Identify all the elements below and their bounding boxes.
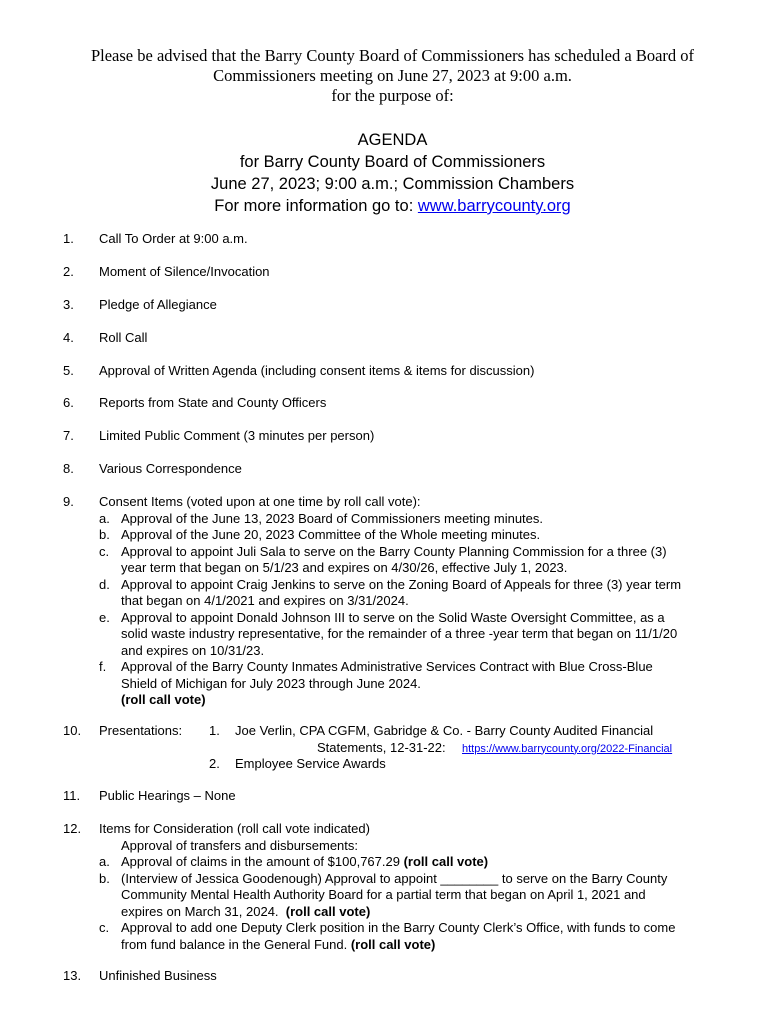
sub-item-line: Shield of Michigan for July 2023 through June 2024. <box>121 675 421 691</box>
notice-line-3: for the purpose of: <box>331 86 454 105</box>
sub-item-line <box>121 937 724 954</box>
presentations-label: Presentations: <box>99 723 183 738</box>
item-number: 11. <box>63 788 81 803</box>
consent-item-e <box>99 610 724 660</box>
item-text: Reports from State and County Officers <box>99 395 327 410</box>
sub-item-line <box>121 904 724 921</box>
item-letter: d. <box>99 576 110 592</box>
sub-item-line: Approval to appoint Donald Johnson III to serve on the Solid Waste Oversight Committee, as a <box>121 609 665 625</box>
meeting-notice <box>40 46 745 106</box>
item-text: Roll Call <box>99 330 148 345</box>
consideration-item-a <box>99 854 724 871</box>
consent-item-d <box>99 577 724 610</box>
consent-item-f <box>99 659 724 709</box>
item-number: 8. <box>63 461 74 476</box>
sub-item-text: Approval of the June 20, 2023 Committee of the Whole meeting minutes. <box>121 527 541 542</box>
item-number: 4. <box>63 330 74 345</box>
financial-statements-link[interactable]: https://www.barrycounty.org/2022-Financial <box>462 742 673 755</box>
item-text: Moment of Silence/Invocation <box>99 264 270 279</box>
agenda-header <box>40 129 745 217</box>
item-number: 9. <box>63 494 74 509</box>
agenda-date-location: June 27, 2023; 9:00 a.m.; Commission Chambers <box>210 175 575 193</box>
sub-item-line: Community Mental Health Authority Board for a partial term that began on April 1, 2021 and <box>121 887 646 902</box>
item-number: 2. <box>63 264 74 279</box>
item-text: Call To Order at 9:00 a.m. <box>99 231 248 246</box>
item-number: 13. <box>63 968 82 983</box>
roll-call-note: (roll call vote) <box>121 692 206 707</box>
sub-item-line: that began on 4/1/2021 and expires on 3/31/2024. <box>121 593 409 608</box>
consent-item-b <box>99 527 724 544</box>
item-letter: c. <box>99 543 110 559</box>
item-number: 3. <box>63 297 74 312</box>
sub-item-line: solid waste industry representative, for the remainder of a three -year term that began on 11/1/20 <box>121 626 678 641</box>
sub-item-line: Approval to appoint Juli Sala to serve on the Barry County Planning Commission for a three (3) <box>121 543 667 559</box>
item-text: Approval of Written Agenda (including consent items & items for discussion) <box>99 363 535 378</box>
transfers-intro: Approval of transfers and disbursements: <box>121 837 359 853</box>
item-text: Various Correspondence <box>99 461 242 476</box>
item-number: 10. <box>63 723 82 738</box>
consent-item-a <box>99 511 724 528</box>
agenda-subtitle: for Barry County Board of Commissioners <box>239 153 546 171</box>
item-text: Unfinished Business <box>99 968 217 983</box>
agenda-info-line <box>40 195 745 217</box>
item-number: 12. <box>63 821 82 836</box>
roll-call-note: (roll call vote) <box>403 854 489 869</box>
item-text: Pledge of Allegiance <box>99 297 217 312</box>
website-link[interactable]: www.barrycounty.org <box>417 197 571 215</box>
sub-item-line: (Interview of Jessica Goodenough) Approval to appoint ________ to serve on the Barry County <box>121 870 668 886</box>
sub-item-line: Approval to appoint Craig Jenkins to serve on the Zoning Board of Appeals for three (3) year term <box>121 576 682 592</box>
sub-item-text: Approval of the June 13, 2023 Board of Commissioners meeting minutes. <box>121 510 544 526</box>
item-letter: c. <box>99 920 110 935</box>
presentation-2-number: 2. <box>209 756 220 771</box>
presentation-1-number: 1. <box>209 723 220 738</box>
item-text: Public Hearings – None <box>99 788 236 803</box>
item-text: Items for Consideration (roll call vote indicated) <box>99 821 370 836</box>
consideration-item-b <box>99 871 724 921</box>
sub-item-line <box>121 854 724 871</box>
sub-item-line: Approval to add one Deputy Clerk position in the Barry County Clerk’s Office, with funds to come <box>121 920 676 935</box>
item-letter: f. <box>99 659 107 674</box>
expiry-text: expires on March 31, 2024. <box>121 903 286 919</box>
item-number: 6. <box>63 395 74 410</box>
consideration-item-c <box>99 920 724 953</box>
notice-line-2: Commissioners meeting on June 27, 2023 at 9:00 a.m. <box>213 66 572 85</box>
item-number: 1. <box>63 231 74 246</box>
presentation-2-text: Employee Service Awards <box>235 756 386 771</box>
item-text: Limited Public Comment (3 minutes per person) <box>99 428 375 443</box>
sub-item-line: year term that began on 5/1/23 and expires on 4/30/26, effective July 1, 2023. <box>121 560 568 575</box>
consent-items <box>99 494 724 709</box>
sub-item-line: Approval of the Barry County Inmates Administrative Services Contract with Blue Cross-Blue <box>121 659 653 674</box>
fund-text: from fund balance in the General Fund. <box>121 936 351 952</box>
agenda-title: AGENDA <box>357 131 428 149</box>
consent-item-c <box>99 544 724 577</box>
item-text: Consent Items (voted upon at one time by roll call vote): <box>99 494 421 509</box>
claims-text: Approval of claims in the amount of $100,767.29 <box>121 854 404 869</box>
consideration-items <box>99 821 724 953</box>
presentation-1-line-1: Joe Verlin, CPA CGFM, Gabridge & Co. - Barry County Audited Financial <box>235 723 654 738</box>
info-prefix: For more information go to: <box>214 197 418 215</box>
notice-line-1: Please be advised that the Barry County Board of Commissioners has scheduled a Board of <box>90 46 695 65</box>
item-letter: b. <box>99 527 110 542</box>
item-letter: e. <box>99 609 110 625</box>
item-letter: b. <box>99 870 110 886</box>
item-letter: a. <box>99 510 110 526</box>
presentation-1-line-2: Statements, 12-31-22: <box>317 739 446 755</box>
roll-call-note: (roll call vote) <box>285 903 371 919</box>
item-number: 7. <box>63 428 74 443</box>
roll-call-note: (roll call vote) <box>350 936 436 952</box>
item-number: 5. <box>63 363 74 378</box>
sub-item-line: and expires on 10/31/23. <box>121 642 265 658</box>
item-letter: a. <box>99 854 110 869</box>
